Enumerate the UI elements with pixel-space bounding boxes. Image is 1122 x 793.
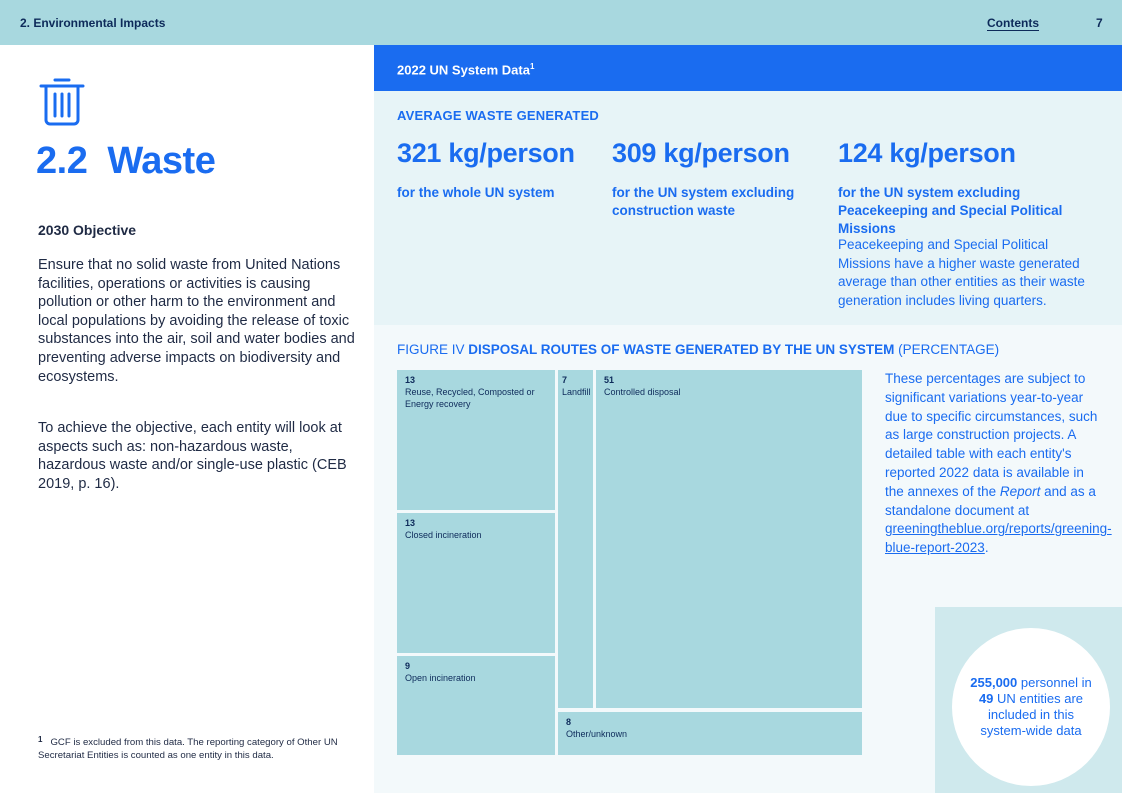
page-header [0,0,1122,45]
treemap-tile-closed-incineration [397,513,555,653]
peacekeeping-note: Peacekeeping and Special Political Missions have a higher waste generated average than other entities as their waste generation includes living quarters. [838,237,1085,308]
greeningtheblue-link[interactable]: greeningtheblue.org/reports/greening-blue-report-2023 [885,521,1112,556]
side-note-end: . [984,540,989,556]
tile-label: Controlled disposal [604,387,681,397]
stat-value-excl-construction: 309 kg/person [612,138,790,168]
objective-paragraph: Ensure that no solid waste from United Nations facilities, operations or activities is causing pollution or other harm to the environment and local populations by avoiding the release of toxic substances into the air, soil and water bodies and preventing adverse impacts on biodiversity and ecosystems. [38,257,355,385]
footnote-mark: 1 [38,735,43,744]
personnel-text: personnel in [1020,675,1092,690]
tile-value: 9 [405,661,411,671]
tile-label: Other/unknown [566,729,628,739]
title-text: Waste [107,140,216,182]
personnel-callout-text [966,675,1096,739]
page-number: 7 [1096,16,1103,30]
figure-title: DISPOSAL ROUTES OF WASTE GENERATED BY THE UN SYSTEM [468,342,895,357]
title-number: 2.2 [36,140,88,182]
treemap-tile-landfill [558,370,593,708]
tile-value: 13 [405,375,416,385]
average-waste-label: AVERAGE WASTE GENERATED [397,108,600,123]
stat-desc-whole-system: for the whole UN system [397,185,555,200]
personnel-count: 255,000 [970,675,1018,690]
footnote [38,733,358,762]
banner-footnote-ref: 1 [529,62,535,71]
entity-count: 49 [978,691,994,706]
objective-approach-paragraph: To achieve the objective, each entity will look at aspects such as: non-hazardous waste, hazardous waste and/or single-use plastic (CEB 2019, p. 16). [38,420,347,492]
banner-title-text: 2022 UN System Data [397,62,530,78]
tile-label: Reuse, Recycled, Composted or Energy recovery [405,387,535,409]
figure-side-note [885,370,1112,558]
treemap-tile-reuse-recycled [397,370,555,510]
data-banner [374,45,1122,91]
tile-label: Open incineration [405,673,476,683]
stat-value-whole-system: 321 kg/person [397,138,575,168]
treemap-tile-open-incineration [397,656,555,755]
side-note-report-italic: Report [999,483,1041,499]
figure-label: FIGURE IV [397,342,465,357]
page-title [36,140,215,183]
tile-label: Landfill [562,387,591,397]
side-note-text: These percentages are subject to significant variations year-to-year due to specific circumstances, such as large construction projects. A detailed table with each entity's reported 2022 data is available in the annexes of the [885,371,1098,499]
stat-desc-excl-construction: for the UN system excluding construction waste [612,185,795,218]
stat-desc-excl-peacekeeping: for the UN system excluding Peacekeeping and Special Political Missions [838,185,1063,236]
treemap-tile-other-unknown [558,712,862,755]
tile-value: 51 [604,375,615,385]
trash-bin-icon [38,74,86,126]
objective-heading: 2030 Objective [38,222,137,238]
treemap-tile-controlled-disposal [596,370,862,708]
section-title: 2. Environmental Impacts [20,16,166,30]
tile-value: 8 [566,717,572,727]
figure-unit: (PERCENTAGE) [898,342,1000,357]
contents-link[interactable]: Contents [987,16,1039,30]
personnel-callout [952,628,1110,786]
entity-text: UN entities are included in this system-wide data [980,691,1084,738]
side-note-text-middle: and as a standalone document at [885,483,1096,518]
footnote-text: GCF is excluded from this data. The reporting category of Other UN Secretariat Entities is counted as one entity in this data. [38,737,338,761]
stat-value-excl-peacekeeping: 124 kg/person [838,138,1016,168]
banner-title [397,62,534,77]
tile-value: 7 [562,375,568,385]
tile-value: 13 [405,518,416,528]
figure-caption [397,342,999,357]
tile-label: Closed incineration [405,530,482,540]
